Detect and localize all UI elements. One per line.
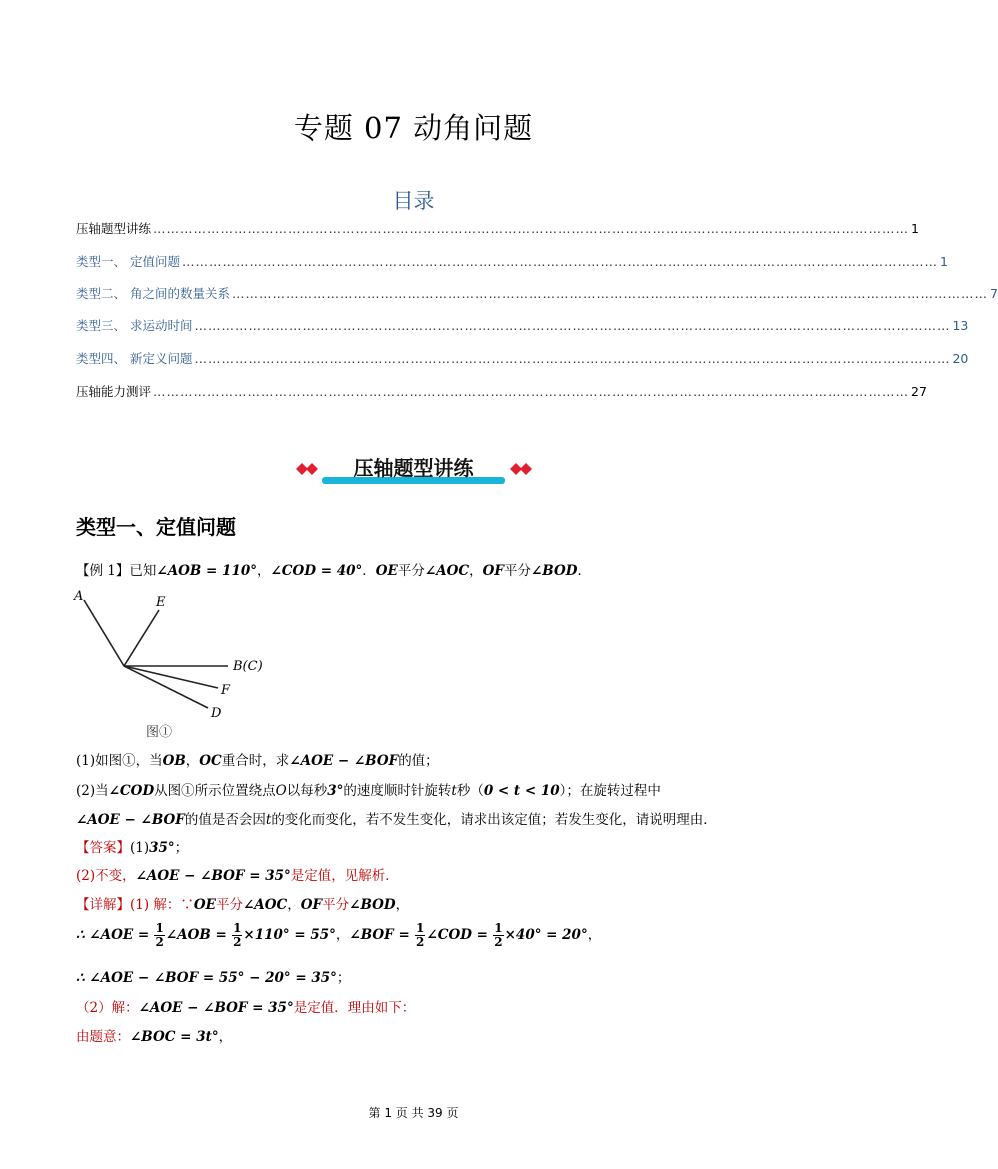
toc-entry-label: 压轴题型讲练 bbox=[76, 221, 152, 236]
page-footer: 第 1 页 共 39 页 bbox=[368, 1106, 459, 1120]
toc-entry-page: 1 bbox=[911, 221, 919, 236]
math-expr: ∠COD = 40° bbox=[270, 563, 363, 579]
fraction: $\frac{1}{2}$ bbox=[233, 921, 242, 949]
answer-tag: 【答案】 bbox=[76, 840, 130, 856]
question-2-line-2: ∠AOE − ∠BOF的值是否会因t的变化而变化，若不发生变化，请求出该定值；若发生变化，请说明理由． bbox=[76, 812, 717, 828]
toc-leader: …………………………………………………………………………………………………………………………………………………… bbox=[231, 286, 988, 301]
detail-line-3: ∴ ∠AOE − ∠BOF = 55° − 20° = 35°； bbox=[76, 970, 351, 986]
ray-OF bbox=[124, 666, 218, 688]
toc-leader: …………………………………………………………………………………………………………………………………………………… bbox=[181, 254, 938, 269]
fraction: $\frac{1}{2}$ bbox=[416, 921, 425, 949]
math-expr: ∠AOB = 110° bbox=[156, 563, 257, 579]
example-label: 【例 1】已知 bbox=[76, 563, 157, 579]
math-expr: ∠BOD bbox=[531, 563, 578, 579]
toc-entry-page: 1 bbox=[939, 254, 948, 269]
toc-leader: …………………………………………………………………………………………………………………………………………………… bbox=[194, 351, 951, 366]
math-expr: ∠AOC bbox=[424, 563, 470, 579]
figure-caption: 图① bbox=[146, 725, 173, 740]
toc-entry-page: 27 bbox=[911, 384, 927, 399]
label-F: F bbox=[221, 683, 231, 698]
toc-entry-page: 7 bbox=[989, 286, 998, 301]
toc-leader: …………………………………………………………………………………………………………………………………………………… bbox=[194, 318, 951, 333]
section-heading: 类型一、定值问题 bbox=[76, 515, 236, 539]
toc-entry-page: 13 bbox=[952, 318, 969, 333]
math-expr: OF bbox=[482, 563, 504, 579]
toc-entry[interactable] bbox=[76, 252, 948, 272]
angle-figure bbox=[66, 586, 286, 742]
toc-entry-label: 类型一、 定值问题 bbox=[76, 254, 180, 269]
detail-tag: 【详解】 bbox=[76, 897, 130, 913]
math-expr: OE bbox=[375, 563, 398, 579]
toc-leader: …………………………………………………………………………………………………………………………………………………… bbox=[153, 384, 910, 399]
fraction: $\frac{1}{2}$ bbox=[494, 921, 503, 949]
toc-entry[interactable] bbox=[76, 219, 919, 239]
example-statement: 【例 1】已知∠AOB = 110°，∠COD = 40°．OE平分∠AOC，OF平分∠BOD． bbox=[76, 563, 591, 579]
question-1: (1)如图①，当OB，OC重合时，求∠AOE − ∠BOF的值； bbox=[76, 753, 439, 769]
toc-entry[interactable] bbox=[76, 316, 969, 336]
detail-line-4: （2）解：∠AOE − ∠BOF = 35°是定值．理由如下： bbox=[76, 1000, 416, 1016]
toc-entry-label: 类型二、 角之间的数量关系 bbox=[76, 286, 230, 301]
toc-heading: 目录 bbox=[392, 189, 435, 213]
detail-line-5: 由题意：∠BOC = 3t°， bbox=[76, 1029, 233, 1045]
toc-entry-page: 20 bbox=[952, 351, 969, 366]
toc-entry-label: 类型三、 求运动时间 bbox=[76, 318, 193, 333]
label-BC: B(C) bbox=[233, 659, 263, 674]
question-2-line-1: (2)当∠COD从图①所示位置绕点O以每秒3°的速度顺时针旋转t秒（0 < t < 10）；在旋转过程中 bbox=[76, 783, 661, 799]
detail-line-2: ∴ ∠AOE = $\frac{1}{2}$ ∠AOB = $\frac{1}{2}$ ×110° = 55°，∠BOF = $\frac{1}{2}$ ∠COD = $\frac{1}{2}$ ×40° = 20°， bbox=[76, 921, 602, 949]
page-title: 专题 07 动角问题 bbox=[293, 111, 534, 145]
label-A: A bbox=[74, 589, 84, 604]
toc-entry-label: 类型四、 新定义问题 bbox=[76, 351, 193, 366]
ray-OD bbox=[124, 666, 208, 708]
ray-OE bbox=[124, 610, 159, 666]
detail-line-1: 【详解】(1) 解：∵OE平分∠AOC，OF平分∠BOD， bbox=[76, 897, 410, 913]
toc-entry[interactable] bbox=[76, 284, 998, 304]
answer-line-1: 【答案】(1)35°； bbox=[76, 840, 189, 856]
fraction: $\frac{1}{2}$ bbox=[155, 921, 164, 949]
toc-entry[interactable] bbox=[76, 349, 969, 369]
toc-leader: …………………………………………………………………………………………………………………………………………………… bbox=[153, 221, 910, 236]
toc-entry[interactable] bbox=[76, 382, 927, 402]
toc-entry-label: 压轴能力测评 bbox=[76, 384, 152, 399]
banner-title: 压轴题型讲练 bbox=[353, 456, 474, 480]
label-E: E bbox=[156, 595, 166, 610]
answer-line-2: (2)不变，∠AOE − ∠BOF = 35°是定值，见解析． bbox=[76, 868, 399, 884]
label-D: D bbox=[211, 706, 222, 721]
ray-OA bbox=[84, 600, 124, 666]
